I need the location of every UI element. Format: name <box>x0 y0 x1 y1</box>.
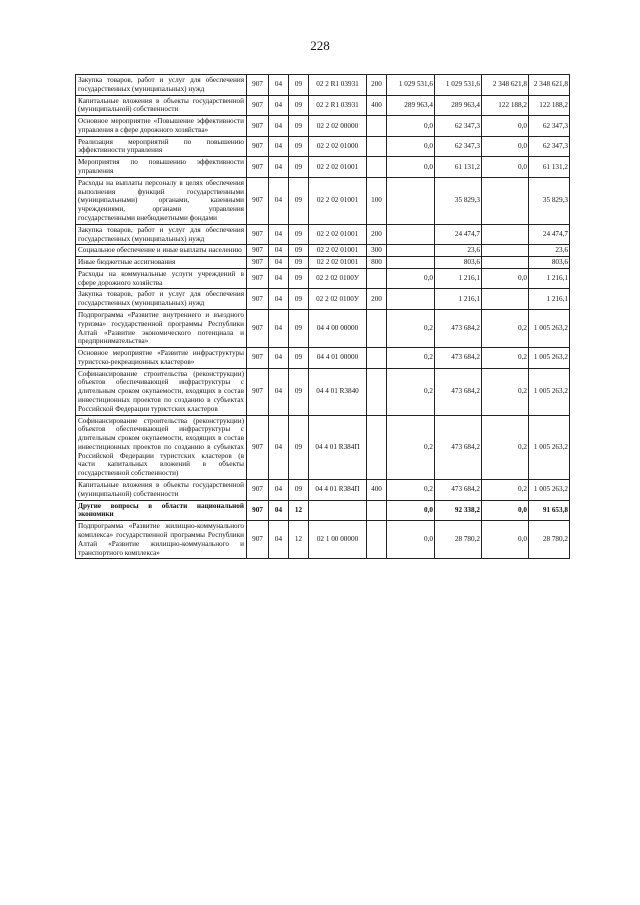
row-name-cell: Расходы на выплаты персоналу в целях обеспечения выполнения функций государственными (муниципальными) органами, казенными учреждениями, органами управления государственными внебюджетными фондами <box>76 177 247 224</box>
row-name-cell: Реализация мероприятий по повышению эффективности управления <box>76 136 247 157</box>
amount-4-cell: 35 829,3 <box>529 177 570 224</box>
amount-2-cell: 289 963,4 <box>435 95 482 116</box>
page-number: 228 <box>310 38 330 53</box>
target-article-cell: 02 2 02 0100У <box>309 289 367 310</box>
expense-type-cell <box>367 368 387 415</box>
subsection-code-cell: 09 <box>289 157 309 178</box>
subsection-code-cell: 09 <box>289 480 309 501</box>
table-row <box>76 257 570 269</box>
table-row <box>76 521 570 559</box>
subsection-code-cell: 09 <box>289 348 309 369</box>
section-code-cell: 04 <box>269 521 289 559</box>
amount-2-cell: 35 829,3 <box>435 177 482 224</box>
expense-type-cell <box>367 136 387 157</box>
expense-type-cell: 200 <box>367 224 387 245</box>
target-article-cell: 02 2 R1 03931 <box>309 75 367 96</box>
ministry-code-cell: 907 <box>247 368 269 415</box>
amount-2-cell: 1 029 531,6 <box>435 75 482 96</box>
table-row <box>76 157 570 178</box>
table-row <box>76 415 570 479</box>
section-code-cell: 04 <box>269 415 289 479</box>
row-name-cell: Софинансирование строительства (реконструкции) объектов обеспечивающей инфраструктуры с длительным сроком окупаемости, входящих в состав инвестиционных проектов по созданию в субъектах Российской Федерации туристских кластеров <box>76 368 247 415</box>
amount-4-cell: 23,6 <box>529 245 570 257</box>
table-row <box>76 500 570 521</box>
amount-4-cell: 91 653,8 <box>529 500 570 521</box>
amount-2-cell: 24 474,7 <box>435 224 482 245</box>
row-name-cell: Основное мероприятие «Повышение эффективности управления в сфере дорожного хозяйства» <box>76 116 247 137</box>
row-name-cell: Социальное обеспечение и иные выплаты населению <box>76 245 247 257</box>
table-row <box>76 177 570 224</box>
amount-1-cell <box>387 177 435 224</box>
table-row <box>76 75 570 96</box>
table-row <box>76 348 570 369</box>
amount-1-cell: 0,2 <box>387 309 435 347</box>
target-article-cell: 02 2 02 01001 <box>309 157 367 178</box>
target-article-cell: 02 2 R1 03931 <box>309 95 367 116</box>
amount-2-cell: 28 780,2 <box>435 521 482 559</box>
ministry-code-cell: 907 <box>247 177 269 224</box>
section-code-cell: 04 <box>269 368 289 415</box>
ministry-code-cell: 907 <box>247 224 269 245</box>
target-article-cell: 04 4 00 00000 <box>309 309 367 347</box>
ministry-code-cell: 907 <box>247 75 269 96</box>
amount-2-cell: 473 684,2 <box>435 368 482 415</box>
section-code-cell: 04 <box>269 224 289 245</box>
row-name-cell: Подпрограмма «Развитие жилищно-коммунального комплекса» государственной программы Республики Алтай «Развитие жилищно-коммунального и транспортного комплекса» <box>76 521 247 559</box>
section-code-cell: 04 <box>269 245 289 257</box>
expense-type-cell <box>367 415 387 479</box>
expense-type-cell <box>367 157 387 178</box>
amount-4-cell: 1 216,1 <box>529 268 570 289</box>
row-name-cell: Подпрограмма «Развитие внутреннего и въездного туризма» государственной программы Республики Алтай «Развитие экономического потенциала и предпринимательства» <box>76 309 247 347</box>
expense-type-cell: 300 <box>367 245 387 257</box>
ministry-code-cell: 907 <box>247 348 269 369</box>
amount-3-cell: 0,0 <box>482 116 529 137</box>
expense-type-cell: 200 <box>367 289 387 310</box>
row-name-cell: Закупка товаров, работ и услуг для обеспечения государственных (муниципальных) нужд <box>76 224 247 245</box>
amount-1-cell <box>387 257 435 269</box>
subsection-code-cell: 09 <box>289 368 309 415</box>
target-article-cell: 02 2 02 01001 <box>309 224 367 245</box>
section-code-cell: 04 <box>269 116 289 137</box>
amount-4-cell: 1 005 263,2 <box>529 368 570 415</box>
amount-3-cell: 0,2 <box>482 368 529 415</box>
subsection-code-cell: 09 <box>289 309 309 347</box>
row-name-cell: Закупка товаров, работ и услуг для обеспечения государственных (муниципальных) нужд <box>76 289 247 310</box>
amount-3-cell: 0,2 <box>482 480 529 501</box>
subsection-code-cell: 09 <box>289 136 309 157</box>
subsection-code-cell: 09 <box>289 257 309 269</box>
ministry-code-cell: 907 <box>247 480 269 501</box>
target-article-cell: 04 4 01 R384П <box>309 480 367 501</box>
ministry-code-cell: 907 <box>247 500 269 521</box>
target-article-cell <box>309 500 367 521</box>
target-article-cell: 02 1 00 00000 <box>309 521 367 559</box>
expense-type-cell <box>367 268 387 289</box>
subsection-code-cell: 09 <box>289 75 309 96</box>
expense-type-cell: 100 <box>367 177 387 224</box>
amount-3-cell <box>482 257 529 269</box>
budget-table <box>75 74 570 559</box>
amount-2-cell: 1 216,1 <box>435 268 482 289</box>
target-article-cell: 04 4 01 R384П <box>309 415 367 479</box>
ministry-code-cell: 907 <box>247 309 269 347</box>
ministry-code-cell: 907 <box>247 157 269 178</box>
amount-1-cell: 0,0 <box>387 116 435 137</box>
section-code-cell: 04 <box>269 348 289 369</box>
target-article-cell: 04 4 01 R3840 <box>309 368 367 415</box>
amount-4-cell: 24 474,7 <box>529 224 570 245</box>
amount-2-cell: 473 684,2 <box>435 480 482 501</box>
amount-2-cell: 92 338,2 <box>435 500 482 521</box>
row-name-cell: Основное мероприятие «Развитие инфраструктуры туристско-рекреационных кластеров» <box>76 348 247 369</box>
budget-table-body <box>76 75 570 559</box>
amount-3-cell <box>482 177 529 224</box>
amount-3-cell <box>482 289 529 310</box>
amount-1-cell <box>387 224 435 245</box>
ministry-code-cell: 907 <box>247 415 269 479</box>
row-name-cell: Закупка товаров, работ и услуг для обеспечения государственных (муниципальных) нужд <box>76 75 247 96</box>
table-row <box>76 289 570 310</box>
row-name-cell: Мероприятия по повышению эффективности управления <box>76 157 247 178</box>
ministry-code-cell: 907 <box>247 136 269 157</box>
target-article-cell: 02 2 02 01001 <box>309 257 367 269</box>
table-row <box>76 116 570 137</box>
subsection-code-cell: 09 <box>289 415 309 479</box>
amount-2-cell: 1 216,1 <box>435 289 482 310</box>
amount-4-cell: 1 005 263,2 <box>529 415 570 479</box>
subsection-code-cell: 09 <box>289 268 309 289</box>
amount-3-cell: 0,2 <box>482 309 529 347</box>
amount-4-cell: 62 347,3 <box>529 136 570 157</box>
amount-1-cell: 0,0 <box>387 268 435 289</box>
ministry-code-cell: 907 <box>247 521 269 559</box>
amount-2-cell: 473 684,2 <box>435 415 482 479</box>
table-row <box>76 95 570 116</box>
amount-3-cell: 0,0 <box>482 136 529 157</box>
amount-3-cell: 0,0 <box>482 268 529 289</box>
target-article-cell: 02 2 02 00000 <box>309 116 367 137</box>
row-name-cell: Капитальные вложения в объекты государственной (муниципальной) собственности <box>76 95 247 116</box>
amount-1-cell: 0,0 <box>387 136 435 157</box>
amount-4-cell: 1 216,1 <box>529 289 570 310</box>
expense-type-cell: 200 <box>367 75 387 96</box>
amount-3-cell: 2 348 621,8 <box>482 75 529 96</box>
amount-3-cell <box>482 245 529 257</box>
subsection-code-cell: 12 <box>289 521 309 559</box>
ministry-code-cell: 907 <box>247 268 269 289</box>
amount-2-cell: 473 684,2 <box>435 309 482 347</box>
amount-1-cell: 0,2 <box>387 368 435 415</box>
table-row <box>76 224 570 245</box>
amount-4-cell: 122 188,2 <box>529 95 570 116</box>
amount-2-cell: 473 684,2 <box>435 348 482 369</box>
section-code-cell: 04 <box>269 309 289 347</box>
ministry-code-cell: 907 <box>247 95 269 116</box>
amount-1-cell: 0,0 <box>387 521 435 559</box>
target-article-cell: 02 2 02 0100У <box>309 268 367 289</box>
subsection-code-cell: 09 <box>289 245 309 257</box>
section-code-cell: 04 <box>269 500 289 521</box>
amount-3-cell: 0,2 <box>482 415 529 479</box>
subsection-code-cell: 09 <box>289 177 309 224</box>
amount-4-cell: 61 131,2 <box>529 157 570 178</box>
amount-2-cell: 23,6 <box>435 245 482 257</box>
amount-4-cell: 28 780,2 <box>529 521 570 559</box>
subsection-code-cell: 09 <box>289 116 309 137</box>
amount-4-cell: 1 005 263,2 <box>529 348 570 369</box>
subsection-code-cell: 09 <box>289 289 309 310</box>
target-article-cell: 02 2 02 01000 <box>309 136 367 157</box>
ministry-code-cell: 907 <box>247 257 269 269</box>
amount-1-cell: 0,2 <box>387 415 435 479</box>
section-code-cell: 04 <box>269 268 289 289</box>
amount-1-cell: 0,2 <box>387 480 435 501</box>
section-code-cell: 04 <box>269 75 289 96</box>
row-name-cell: Иные бюджетные ассигнования <box>76 257 247 269</box>
target-article-cell: 04 4 01 00000 <box>309 348 367 369</box>
table-row <box>76 268 570 289</box>
table-row <box>76 480 570 501</box>
subsection-code-cell: 09 <box>289 95 309 116</box>
expense-type-cell: 800 <box>367 257 387 269</box>
ministry-code-cell: 907 <box>247 289 269 310</box>
table-row <box>76 368 570 415</box>
subsection-code-cell: 12 <box>289 500 309 521</box>
amount-2-cell: 62 347,3 <box>435 116 482 137</box>
expense-type-cell <box>367 348 387 369</box>
amount-2-cell: 61 131,2 <box>435 157 482 178</box>
amount-3-cell: 0,2 <box>482 348 529 369</box>
table-row <box>76 245 570 257</box>
amount-2-cell: 62 347,3 <box>435 136 482 157</box>
amount-1-cell: 0,0 <box>387 500 435 521</box>
row-name-cell: Расходы на коммунальные услуги учреждений в сфере дорожного хозяйства <box>76 268 247 289</box>
amount-3-cell: 122 188,2 <box>482 95 529 116</box>
section-code-cell: 04 <box>269 136 289 157</box>
expense-type-cell <box>367 116 387 137</box>
amount-1-cell <box>387 289 435 310</box>
row-name-cell: Другие вопросы в области национальной экономики <box>76 500 247 521</box>
ministry-code-cell: 907 <box>247 245 269 257</box>
subsection-code-cell: 09 <box>289 224 309 245</box>
amount-4-cell: 1 005 263,2 <box>529 480 570 501</box>
amount-4-cell: 1 005 263,2 <box>529 309 570 347</box>
expense-type-cell: 400 <box>367 95 387 116</box>
table-row <box>76 309 570 347</box>
amount-1-cell: 1 029 531,6 <box>387 75 435 96</box>
target-article-cell: 02 2 02 01001 <box>309 245 367 257</box>
amount-3-cell: 0,0 <box>482 157 529 178</box>
section-code-cell: 04 <box>269 95 289 116</box>
amount-3-cell: 0,0 <box>482 500 529 521</box>
expense-type-cell: 400 <box>367 480 387 501</box>
target-article-cell: 02 2 02 01001 <box>309 177 367 224</box>
row-name-cell: Софинансирование строительства (реконструкции) объектов обеспечивающей инфраструктуры с длительным сроком окупаемости, входящих в состав инвестиционных проектов по созданию в субъектах Российской Федерации туристских кластеров (в части капитальных вложений в объекты государственной собственности) <box>76 415 247 479</box>
amount-4-cell: 62 347,3 <box>529 116 570 137</box>
amount-3-cell <box>482 224 529 245</box>
amount-3-cell: 0,0 <box>482 521 529 559</box>
section-code-cell: 04 <box>269 480 289 501</box>
expense-type-cell <box>367 309 387 347</box>
expense-type-cell <box>367 500 387 521</box>
amount-1-cell <box>387 245 435 257</box>
section-code-cell: 04 <box>269 157 289 178</box>
expense-type-cell <box>367 521 387 559</box>
amount-4-cell: 2 348 621,8 <box>529 75 570 96</box>
section-code-cell: 04 <box>269 177 289 224</box>
amount-1-cell: 289 963,4 <box>387 95 435 116</box>
table-row <box>76 136 570 157</box>
amount-2-cell: 803,6 <box>435 257 482 269</box>
section-code-cell: 04 <box>269 257 289 269</box>
ministry-code-cell: 907 <box>247 116 269 137</box>
section-code-cell: 04 <box>269 289 289 310</box>
row-name-cell: Капитальные вложения в объекты государственной (муниципальной) собственности <box>76 480 247 501</box>
amount-1-cell: 0,0 <box>387 157 435 178</box>
amount-1-cell: 0,2 <box>387 348 435 369</box>
amount-4-cell: 803,6 <box>529 257 570 269</box>
